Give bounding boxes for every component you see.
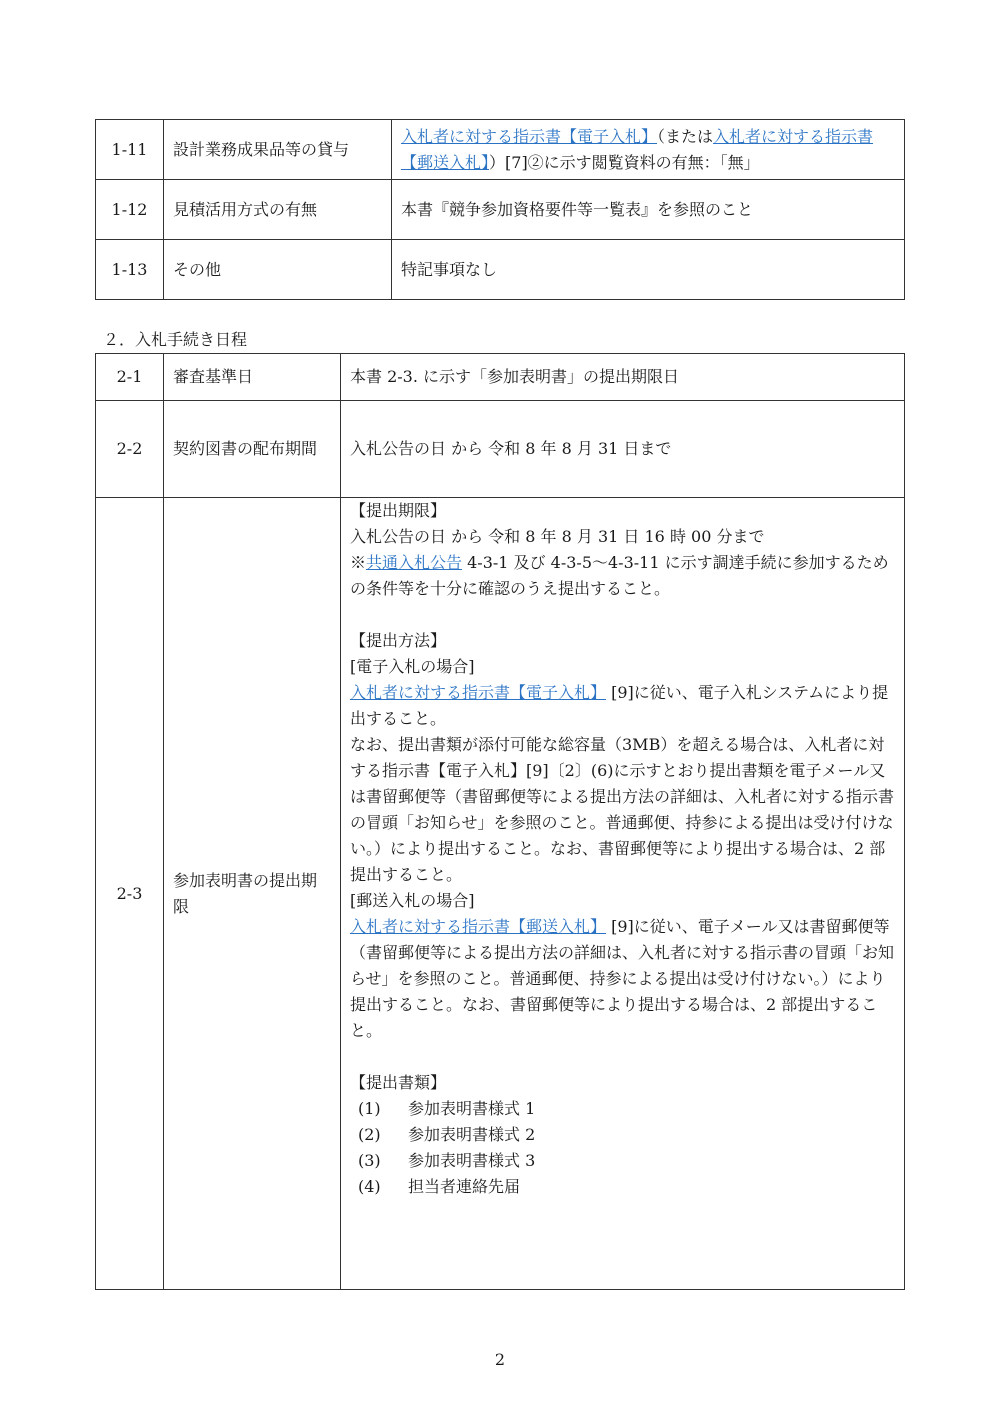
note-mark: ※ (350, 553, 367, 572)
text-fragment: （または (657, 126, 714, 146)
instructions-electronic-link[interactable]: 入札者に対する指示書【電子入札】 (350, 683, 607, 702)
method-heading: 【提出方法】 (350, 631, 447, 650)
spacer (350, 602, 895, 628)
row-number: 2-3 (96, 498, 164, 1290)
row-content: 特記事項なし (392, 240, 905, 300)
row-item: 参加表明書の提出期限 (164, 498, 341, 1290)
schedule-table (95, 353, 905, 1290)
item-label: 参加表明書様式 3 (408, 1151, 536, 1170)
row-number: 2-1 (96, 354, 164, 401)
row-item: 契約図書の配布期間 (164, 401, 341, 498)
deadline-heading: 【提出期限】 (350, 501, 447, 520)
electronic-heading: [電子入札の場合] (350, 657, 475, 676)
table-row (96, 240, 905, 300)
row-item: その他 (164, 240, 392, 300)
section-title: ２．入札手続き日程 (103, 330, 248, 349)
row-number: 2-2 (96, 401, 164, 498)
list-item (350, 1096, 895, 1122)
list-item (350, 1174, 895, 1200)
postal-text (350, 914, 895, 1044)
row-content: 本書『競争参加資格要件等一覧表』を参照のこと (392, 180, 905, 240)
list-item (350, 1148, 895, 1174)
note-text: 4-3-1 及び 4-3-5〜4-3-11 に示す調達手続に参加するための条件等を十分に確認のうえ提出すること。 (350, 553, 889, 598)
page-number: 2 (494, 1350, 506, 1369)
table-row (96, 120, 905, 180)
row-content: 本書 2-3. に示す「参加表明書」の提出期限日 (341, 354, 905, 401)
row-content (392, 120, 905, 180)
row-item: 設計業務成果品等の貸与 (164, 120, 392, 180)
row-number: 1-12 (96, 180, 164, 240)
electronic-text (350, 680, 895, 732)
row-item: 見積活用方式の有無 (164, 180, 392, 240)
text-fragment: [9]に従い、電子入札システムにより提出すること。 (350, 683, 889, 728)
list-item (350, 1122, 895, 1148)
common-notice-link[interactable]: 共通入札公告 (366, 553, 463, 572)
spacer (350, 1044, 895, 1070)
table-row (96, 354, 905, 401)
item-label: 参加表明書様式 1 (408, 1099, 536, 1118)
instructions-postal-link[interactable]: 入札者に対する指示書【郵送入札】 (350, 917, 607, 936)
deadline-text: 入札公告の日 から 令和 8 年 8 月 31 日 16 時 00 分まで (350, 527, 765, 546)
instructions-electronic-link[interactable]: 入札者に対する指示書【電子入札】 (401, 126, 658, 146)
table-row (96, 498, 905, 1290)
row-item: 審査基準日 (164, 354, 341, 401)
row-number: 1-11 (96, 120, 164, 180)
text-fragment: [9]に従い、電子メール又は書留郵便等（書留郵便等による提出方法の詳細は、入札者に対する指示書の冒頭「お知らせ」を参照のこと。普通郵便、持参による提出は受け付けない。）により提出すること。なお、書留郵便等により提出する場合は、2 部提出すること。 (350, 917, 895, 1040)
table-row (96, 180, 905, 240)
postal-heading: [郵送入札の場合] (350, 891, 475, 910)
row-number: 1-13 (96, 240, 164, 300)
table-row (96, 401, 905, 498)
documents-heading: 【提出書類】 (350, 1073, 447, 1092)
deadline-note (350, 550, 895, 602)
item-number: (4) (358, 1177, 381, 1196)
text-fragment: ）[7]②に示す閲覧資料の有無：「無」 (489, 152, 760, 172)
item-number: (1) (358, 1099, 381, 1118)
requirements-table (95, 119, 905, 300)
item-label: 参加表明書様式 2 (408, 1125, 536, 1144)
item-label: 担当者連絡先届 (408, 1177, 521, 1196)
item-number: (3) (358, 1151, 381, 1170)
electronic-note: なお、提出書類が添付可能な総容量（3MB）を超える場合は、入札者に対する指示書【電子入札】[9]〔2〕(6)に示すとおり提出書類を電子メール又は書留郵便等（書留郵便等による提出方法の詳細は、入札者に対する指示書の冒頭「お知らせ」を参照のこと。普通郵便、持参による提出は受け付けない。）により提出すること。なお、書留郵便等により提出する場合は、2 部提出すること。 (350, 735, 895, 884)
item-number: (2) (358, 1125, 381, 1144)
row-content (341, 498, 905, 1290)
instructions-postal-link[interactable]: 入札者に対する指示書【郵送入札】 (401, 126, 874, 172)
row-content: 入札公告の日 から 令和 8 年 8 月 31 日まで (341, 401, 905, 498)
